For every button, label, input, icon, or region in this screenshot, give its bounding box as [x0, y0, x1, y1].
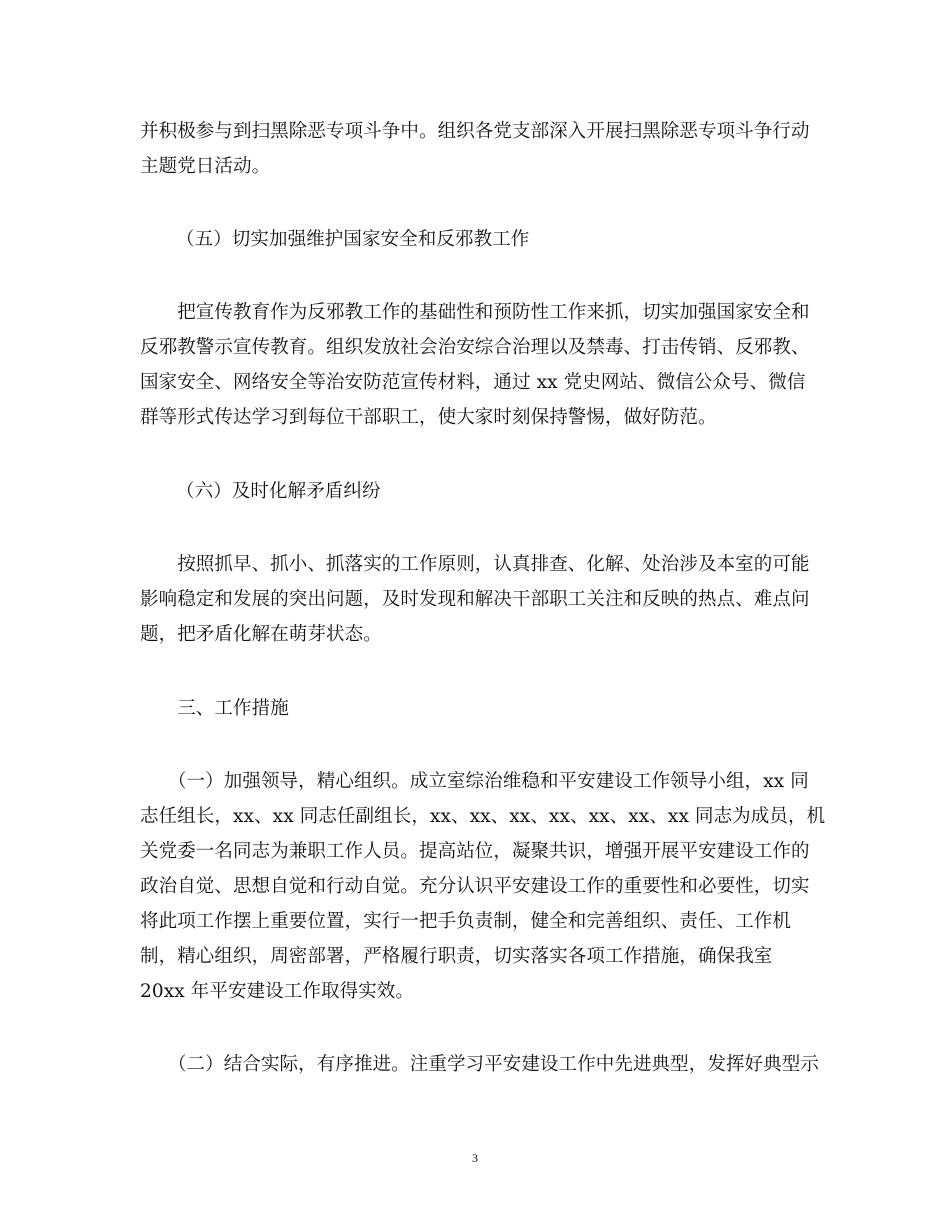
section-heading: 三、工作措施: [140, 698, 289, 719]
section-heading: （五）切实加强维护国家安全和反邪教工作: [176, 229, 530, 250]
text-line: 20xx 年平安建设工作取得实效。: [140, 981, 414, 1002]
text-line: 反邪教警示宣传教育。组织发放社会治安综合治理以及禁毒、打击传销、反邪教、: [140, 337, 810, 358]
text-line: 志任组长，xx、xx 同志任副组长，xx、xx、xx、xx、xx、xx、xx 同志为成员，机: [140, 806, 826, 827]
text-line: 把宣传教育作为反邪教工作的基础性和预防性工作来抓，切实加强国家安全和: [140, 302, 810, 323]
text-line: （一）加强领导，精心组织。成立室综治维稳和平安建设工作领导小组，xx 同: [140, 771, 809, 792]
text-line: 群等形式传达学习到每位干部职工，使大家时刻保持警惕，做好防范。: [140, 407, 717, 428]
text-line: 题，把矛盾化解在萌芽状态。: [140, 624, 382, 645]
text-line: （二）结合实际，有序推进。注重学习平安建设工作中先进典型，发挥好典型示: [140, 1054, 819, 1075]
text-line: 政治自觉、思想自觉和行动自觉。充分认识平安建设工作的重要性和必要性，切实: [140, 876, 810, 897]
text-line: 主题党日活动。: [140, 156, 271, 177]
text-line: 国家安全、网络安全等治安防范宣传材料，通过 xx 党史网站、微信公众号、微信: [140, 372, 806, 393]
text-line: 按照抓早、抓小、抓落实的工作原则，认真排查、化解、处治涉及本室的可能: [140, 554, 810, 575]
text-line: 将此项工作摆上重要位置，实行一把手负责制，健全和完善组织、责任、工作机: [140, 911, 792, 932]
text-line: 关党委一名同志为兼职工作人员。提高站位，凝聚共识，增强开展平安建设工作的: [140, 841, 810, 862]
text-line: 并积极参与到扫黑除恶专项斗争中。组织各党支部深入开展扫黑除恶专项斗争行动: [140, 121, 810, 142]
text-line: 制，精心组织，周密部署，严格履行职责，切实落实各项工作措施，确保我室: [140, 946, 773, 967]
page-number: 3: [472, 1151, 478, 1165]
text-line: 影响稳定和发展的突出问题，及时发现和解决干部职工关注和反映的热点、难点问: [140, 589, 810, 610]
section-heading: （六）及时化解矛盾纠纷: [176, 481, 381, 502]
